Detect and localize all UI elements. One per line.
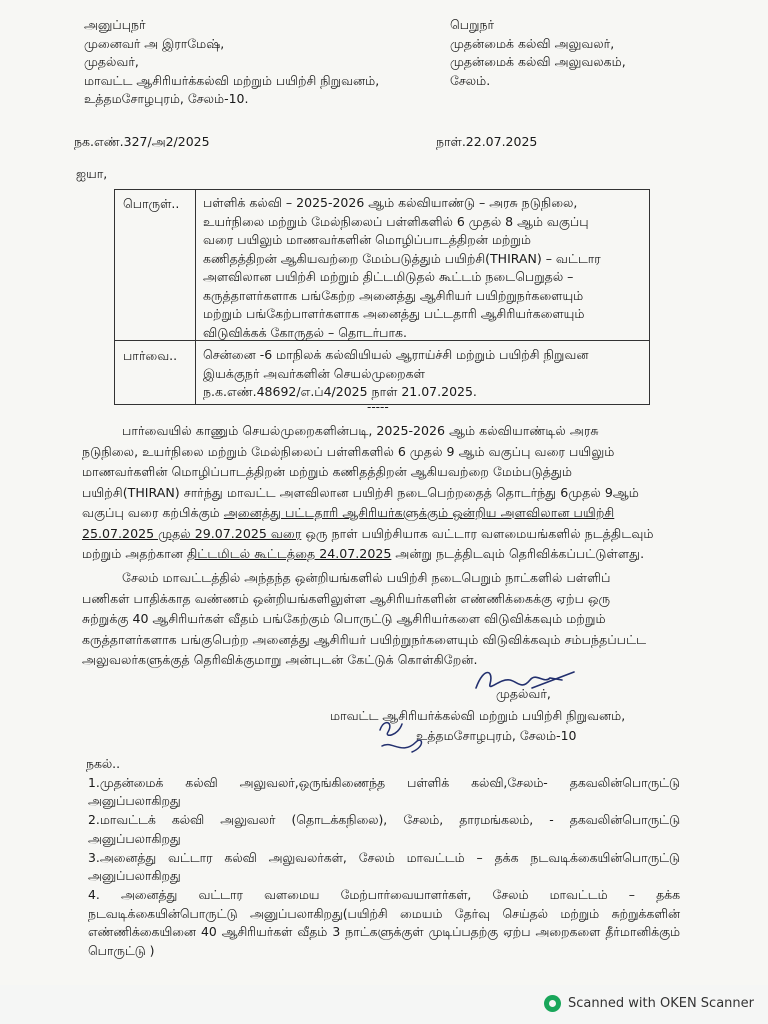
body-paragraph-1 bbox=[82, 421, 682, 565]
separator: ----- bbox=[367, 400, 389, 414]
copies-section bbox=[88, 755, 680, 961]
reference-line: சென்னை -6 மாநிலக் கல்வியியல் ஆராய்ச்சி மற்றும் பயிற்சி நிறுவன bbox=[203, 347, 589, 362]
sender-designation: முதல்வர், bbox=[84, 54, 139, 69]
paragraph-text: ஒரு நாள் பயிற்சியாக வட்டார வளமையங்களில் நடத்திடவும் bbox=[301, 525, 654, 541]
paragraph-line: கருத்தாளர்களாக பங்குபெற்ற அனைத்து ஆசிரியர் பயிற்றுநர்களையும் விடுவிக்கவும் சம்பந்தப்பட்ட bbox=[82, 631, 647, 647]
signature-address: உத்தமசோழபுரம், சேலம்-10 bbox=[416, 728, 577, 743]
body-paragraph-2 bbox=[82, 568, 682, 671]
scanner-footer bbox=[0, 985, 768, 1024]
subject-line: அளவிலான பயிற்சி மற்றும் திட்டமிடுதல் கூட்டம் நடைபெறுதல் – bbox=[203, 269, 574, 284]
reference-text bbox=[203, 346, 643, 402]
paragraph-line bbox=[82, 503, 682, 524]
subject-line: பள்ளிக் கல்வி – 2025-2026 ஆம் கல்வியாண்டு – அரசு நடுநிலை, bbox=[203, 195, 578, 210]
copy-item: 4. அனைத்து வட்டார வளமைய மேற்பார்வையாளர்கள், சேலம் மாவட்டம் – தக்க நடவடிக்கையின்பொருட்டு அனுப்பலாகிறது(பயிற்சி மையம் தேர்வு செய்தல் மற்றும் சுற்றுக்களின் எண்ணிக்கையினை 40 ஆசிரியர்கள் வீதம் 3 நாட்களுக்குள் முடிப்பதற்கு ஏற்ப அறைகளை தீர்மானிக்கும் பொருட்டு ) bbox=[88, 886, 680, 959]
paragraph-line: சுற்றுக்கு 40 ஆசிரியர்கள் வீதம் பங்கேற்கும் பொருட்டு ஆசிரியர்களை விடுவிக்கவும் மற்றும் bbox=[82, 611, 606, 626]
paragraph-line: அலுவலர்களுக்குத் தெரிவிக்குமாறு அன்புடன் கேட்டுக் கொள்கிறேன். bbox=[82, 652, 478, 667]
subject-line: உயர்நிலை மற்றும் மேல்நிலைப் பள்ளிகளில் 6 முதல் 8 ஆம் வகுப்பு bbox=[203, 213, 589, 229]
subject-line: கணிதத்திறன் ஆகியவற்றை மேம்படுத்தும் பயிற்சி(THIRAN) – வட்டார bbox=[203, 250, 601, 266]
table-divider-vertical bbox=[195, 190, 196, 404]
paragraph-line bbox=[82, 524, 682, 545]
paragraph-line: பயிற்சி(THIRAN) சார்ந்து மாவட்ட அளவிலான பயிற்சி நடைபெற்றதைத் தொடர்ந்து 6முதல் 9ஆம் bbox=[82, 484, 639, 500]
paragraph-text: வகுப்பு வரை கற்பிக்கும் bbox=[82, 505, 224, 520]
sender-name: முனைவர் அ இராமேஷ், bbox=[84, 35, 225, 51]
subject-line: மற்றும் பங்கேற்பாளர்களாக அனைத்து பட்டதாரி ஆசிரியர்களையும் bbox=[203, 306, 585, 321]
receiver-block bbox=[450, 16, 626, 90]
paragraph-line bbox=[82, 544, 682, 565]
paragraph-text: மற்றும் அதற்கான bbox=[82, 546, 187, 561]
sender-address: உத்தமசோழபுரம், சேலம்-10. bbox=[84, 91, 249, 106]
paragraph-line: நடுநிலை, உயர்நிலை மற்றும் மேல்நிலைப் பள்ளிகளில் 6 முதல் 9 ஆம் வகுப்பு வரை பயிலும் bbox=[82, 443, 615, 459]
paragraph-line: மாணவர்களின் மொழிப்பாடத்திறன் மற்றும் கணிதத்திறன் ஆகியவற்றை மேம்படுத்தும் bbox=[82, 464, 573, 479]
receiver-city: சேலம். bbox=[450, 72, 491, 88]
receiver-heading: பெறுநர் bbox=[450, 17, 495, 32]
copies-heading: நகல்.. bbox=[86, 756, 121, 771]
letter-date: நாள்.22.07.2025 bbox=[436, 134, 538, 149]
receiver-office: முதன்மைக் கல்வி அலுவலகம், bbox=[450, 54, 626, 69]
highlighted-dates: 25.07.2025 முதல் 29.07.2025 வரை bbox=[82, 525, 302, 541]
copy-item: 2.மாவட்டக் கல்வி அலுவலர் (தொடக்கநிலை), சேலம், தாரமங்கலம், - தகவலின்பொருட்டு அனுப்பலாகிறது bbox=[88, 812, 680, 846]
subject-label: பொருள்.. bbox=[123, 196, 180, 211]
initials-signature bbox=[372, 716, 432, 760]
copy-item: 3.அனைத்து வட்டார கல்வி அலுவலர்கள், சேலம் மாவட்டம் – தக்க நடவடிக்கையின்பொருட்டு அனுப்பலாகிறது bbox=[88, 849, 680, 884]
reference-number: நக.எண்.327/அ2/2025 bbox=[74, 134, 210, 149]
subject-line: வரை பயிலும் மாணவர்களின் மொழிப்பாடத்திறன் மற்றும் bbox=[203, 232, 531, 247]
signature-institution: மாவட்ட ஆசிரியர்க்கல்வி மற்றும் பயிற்சி நிறுவனம், bbox=[330, 708, 626, 723]
sender-heading: அனுப்புநர் bbox=[84, 17, 146, 32]
receiver-designation: முதன்மைக் கல்வி அலுவலர், bbox=[450, 35, 615, 51]
salutation: ஐயா, bbox=[76, 166, 108, 181]
paragraph-line: பார்வையில் காணும் செயல்முறைகளின்படி, 2025-2026 ஆம் கல்வியாண்டில் அரசு bbox=[122, 423, 599, 438]
subject-table bbox=[114, 189, 650, 405]
subject-line: கருத்தாளர்களாக பங்கேற்ற அனைத்து ஆசிரியர் பயிற்றுநர்களையும் bbox=[203, 287, 584, 303]
sender-block bbox=[84, 16, 379, 109]
reference-label: பார்வை.. bbox=[123, 348, 178, 363]
signature-designation: முதல்வர், bbox=[496, 686, 551, 701]
highlighted-meeting-date: திட்டமிடல் கூட்டத்தை 24.07.2025 bbox=[187, 546, 392, 561]
copy-item: 1.முதன்மைக் கல்வி அலுவலர்,ஒருங்கிணைந்த பள்ளிக் கல்வி,சேலம்- தகவலின்பொருட்டு அனுப்பலாகிறது bbox=[88, 774, 680, 809]
scanner-watermark bbox=[544, 995, 754, 1012]
sender-institution: மாவட்ட ஆசிரியர்க்கல்வி மற்றும் பயிற்சி நிறுவனம், bbox=[84, 72, 380, 88]
paragraph-text: அன்று நடத்திடவும் தெரிவிக்கப்பட்டுள்ளது. bbox=[391, 546, 645, 561]
highlighted-text: அனைத்து பட்டதாரி ஆசிரியர்களுக்கும் ஒன்றிய அளவிலான பயிற்சி bbox=[223, 505, 615, 520]
subject-line: விடுவிக்கக் கோருதல் – தொடர்பாக. bbox=[203, 324, 407, 340]
scanner-label: Scanned with OKEN Scanner bbox=[568, 996, 754, 1011]
reference-line: ந.க.எண்.48692/எ.ப்4/2025 நாள் 21.07.2025. bbox=[203, 384, 477, 399]
reference-line: இயக்குநர் அவர்களின் செயல்முறைகள் bbox=[203, 365, 425, 381]
paragraph-line: சேலம் மாவட்டத்தில் அந்தந்த ஒன்றியங்களில் பயிற்சி நடைபெறும் நாட்களில் பள்ளிப் bbox=[122, 570, 611, 585]
subject-text bbox=[203, 194, 643, 342]
scanner-logo-icon bbox=[544, 995, 561, 1012]
paragraph-line: பணிகள் பாதிக்காத வண்ணம் ஒன்றியங்களிலுள்ள ஆசிரியர்களின் எண்ணிக்கைக்கு ஏற்ப ஒரு bbox=[82, 590, 611, 606]
